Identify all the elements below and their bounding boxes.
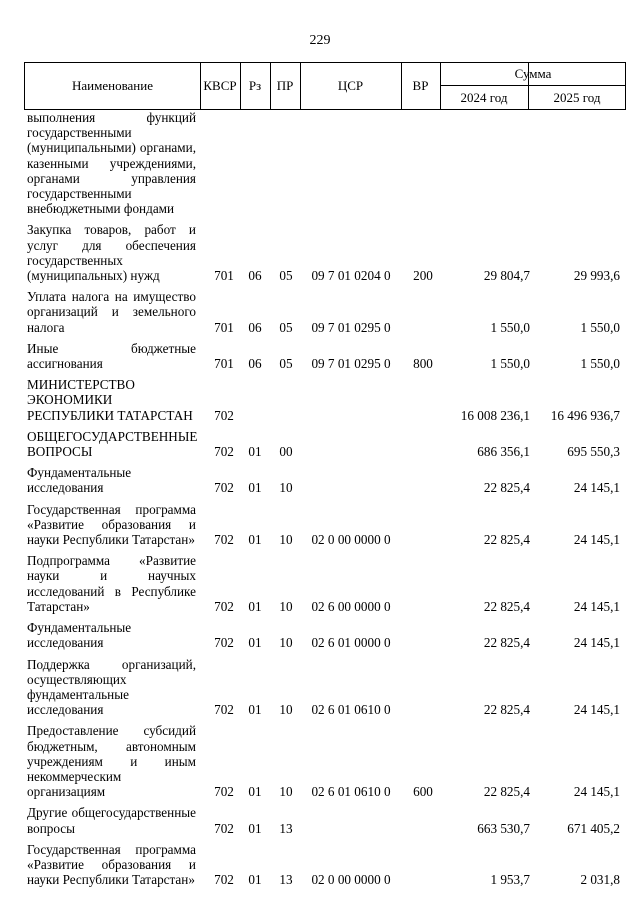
- row-kvsr: 702: [214, 532, 234, 548]
- row-csr: 02 0 00 0000 0: [311, 532, 391, 548]
- row-pr: 10: [279, 702, 293, 718]
- row-kvsr: 702: [214, 407, 234, 423]
- table-row: [24, 657, 626, 718]
- row-sum-2024: 22 825,4: [483, 598, 530, 614]
- row-sum-2024: 16 008 236,1: [460, 407, 530, 423]
- row-rz: 06: [248, 319, 262, 335]
- row-kvsr: 702: [214, 598, 234, 614]
- row-vr: 600: [413, 784, 433, 800]
- row-sum-2024: 22 825,4: [483, 480, 530, 496]
- row-kvsr: 702: [214, 444, 234, 460]
- row-rz: 01: [248, 480, 262, 496]
- row-sum-2024: 22 825,4: [483, 635, 530, 651]
- row-name: Фундаментальные исследования: [27, 620, 132, 651]
- header-vr: ВР: [412, 78, 429, 93]
- row-pr: 05: [279, 268, 293, 284]
- row-kvsr: 701: [214, 268, 234, 284]
- row-sum-2025: 1 550,0: [580, 356, 620, 372]
- row-pr: 10: [279, 598, 293, 614]
- row-csr: 09 7 01 0204 0: [311, 268, 391, 284]
- row-rz: 01: [248, 784, 262, 800]
- row-pr: 10: [279, 480, 293, 496]
- table-row: [24, 341, 626, 371]
- row-sum-2025: 24 145,1: [573, 598, 620, 614]
- row-sum-2024: 22 825,4: [483, 532, 530, 548]
- row-vr: 800: [413, 356, 433, 372]
- row-name: Иные бюджетные ассигнования: [27, 340, 196, 372]
- row-name: Другие общегосударственные вопросы: [27, 805, 196, 836]
- row-kvsr: 702: [214, 702, 234, 718]
- row-name: Уплата налога на имущество организаций и земельного налога: [27, 289, 196, 335]
- header-year-2025: 2025 год: [553, 89, 601, 105]
- header-year-2024: 2024 год: [460, 89, 508, 105]
- header-csr: ЦСР: [337, 78, 364, 93]
- table-row: [24, 110, 626, 216]
- row-sum-2025: 24 145,1: [573, 784, 620, 800]
- row-csr: 02 6 01 0000 0: [311, 635, 391, 651]
- row-csr: 02 6 01 0610 0: [311, 702, 391, 718]
- row-name: Поддержка организаций, осуществляющих фундаментальные исследования: [27, 656, 196, 718]
- table-row: [24, 723, 626, 799]
- row-csr: 02 6 01 0610 0: [311, 784, 391, 800]
- row-kvsr: 702: [214, 820, 234, 836]
- row-vr: 200: [413, 268, 433, 284]
- row-kvsr: 702: [214, 784, 234, 800]
- table-row: [24, 620, 626, 650]
- table-row: [24, 502, 626, 548]
- header-kvsr: КВСР: [203, 78, 237, 93]
- row-name: ОБЩЕГОСУДАРСТВЕННЫЕ ВОПРОСЫ: [27, 428, 198, 460]
- row-pr: 13: [279, 872, 293, 888]
- page-number: 229: [309, 33, 331, 48]
- row-sum-2025: 2 031,8: [580, 872, 620, 888]
- row-name: выполнения функций государственными (муниципальными) органами, казенными учреждениями, органами управления государственными внебюджетными фондами: [27, 110, 196, 217]
- row-pr: 13: [279, 820, 293, 836]
- row-sum-2024: 1 550,0: [490, 319, 530, 335]
- row-sum-2025: 24 145,1: [573, 702, 620, 718]
- row-sum-2025: 1 550,0: [580, 319, 620, 335]
- row-sum-2024: 29 804,7: [483, 268, 530, 284]
- row-csr: 02 6 00 0000 0: [311, 598, 391, 614]
- header-sum: Сумма: [514, 66, 552, 81]
- table-row: [24, 805, 626, 835]
- row-kvsr: 702: [214, 872, 234, 888]
- row-csr: 09 7 01 0295 0: [311, 319, 391, 335]
- row-sum-2025: 24 145,1: [573, 635, 620, 651]
- row-rz: 06: [248, 356, 262, 372]
- header-name: Наименование: [72, 78, 153, 93]
- row-name: Подпрограмма «Развитие науки и научных исследований в Республике Татарстан»: [27, 553, 196, 614]
- row-pr: 10: [279, 635, 293, 651]
- row-sum-2025: 29 993,6: [573, 268, 620, 284]
- row-sum-2025: 695 550,3: [567, 444, 620, 460]
- table-row: [24, 377, 626, 423]
- row-sum-2024: 663 530,7: [477, 820, 530, 836]
- table-row: [24, 553, 626, 614]
- row-csr: 02 0 00 0000 0: [311, 872, 391, 888]
- row-name: МИНИСТЕРСТВО ЭКОНОМИКИ РЕСПУБЛИКИ ТАТАРСТАН: [27, 377, 193, 423]
- header-pr: ПР: [276, 78, 294, 93]
- table-row: [24, 465, 626, 495]
- row-sum-2024: 1 953,7: [490, 872, 530, 888]
- row-kvsr: 701: [214, 319, 234, 335]
- table-row: [24, 289, 626, 335]
- row-kvsr: 702: [214, 635, 234, 651]
- table-row: [24, 842, 626, 888]
- row-rz: 01: [248, 635, 262, 651]
- row-sum-2024: 686 356,1: [477, 444, 530, 460]
- row-kvsr: 701: [214, 356, 234, 372]
- row-sum-2024: 22 825,4: [483, 702, 530, 718]
- row-rz: 01: [248, 444, 262, 460]
- table-row: [24, 222, 626, 283]
- row-sum-2025: 24 145,1: [573, 532, 620, 548]
- row-sum-2025: 24 145,1: [573, 480, 620, 496]
- table-header: [24, 62, 626, 110]
- row-pr: 10: [279, 532, 293, 548]
- row-rz: 01: [248, 702, 262, 718]
- row-rz: 01: [248, 532, 262, 548]
- row-pr: 05: [279, 319, 293, 335]
- header-rz: Рз: [248, 78, 262, 93]
- row-sum-2025: 671 405,2: [567, 820, 620, 836]
- row-sum-2025: 16 496 936,7: [550, 407, 620, 423]
- row-pr: 00: [279, 444, 293, 460]
- table-row: [24, 429, 626, 459]
- row-rz: 01: [248, 872, 262, 888]
- row-name: Государственная программа «Развитие образования и науки Республики Татарстан»: [27, 841, 196, 888]
- row-rz: 06: [248, 268, 262, 284]
- row-rz: 01: [248, 820, 262, 836]
- row-name: Предоставление субсидий бюджетным, автономным учреждениям и иным некоммерческим организациям: [27, 723, 196, 800]
- row-sum-2024: 22 825,4: [483, 784, 530, 800]
- row-name: Государственная программа «Развитие образования и науки Республики Татарстан»: [27, 501, 196, 548]
- row-pr: 10: [279, 784, 293, 800]
- row-name: Фундаментальные исследования: [27, 465, 132, 496]
- row-name: Закупка товаров, работ и услуг для обеспечения государственных (муниципальных) нужд: [27, 222, 196, 284]
- row-kvsr: 702: [214, 480, 234, 496]
- row-csr: 09 7 01 0295 0: [311, 356, 391, 372]
- row-sum-2024: 1 550,0: [490, 356, 530, 372]
- row-rz: 01: [248, 598, 262, 614]
- table-body: [24, 110, 626, 887]
- row-pr: 05: [279, 356, 293, 372]
